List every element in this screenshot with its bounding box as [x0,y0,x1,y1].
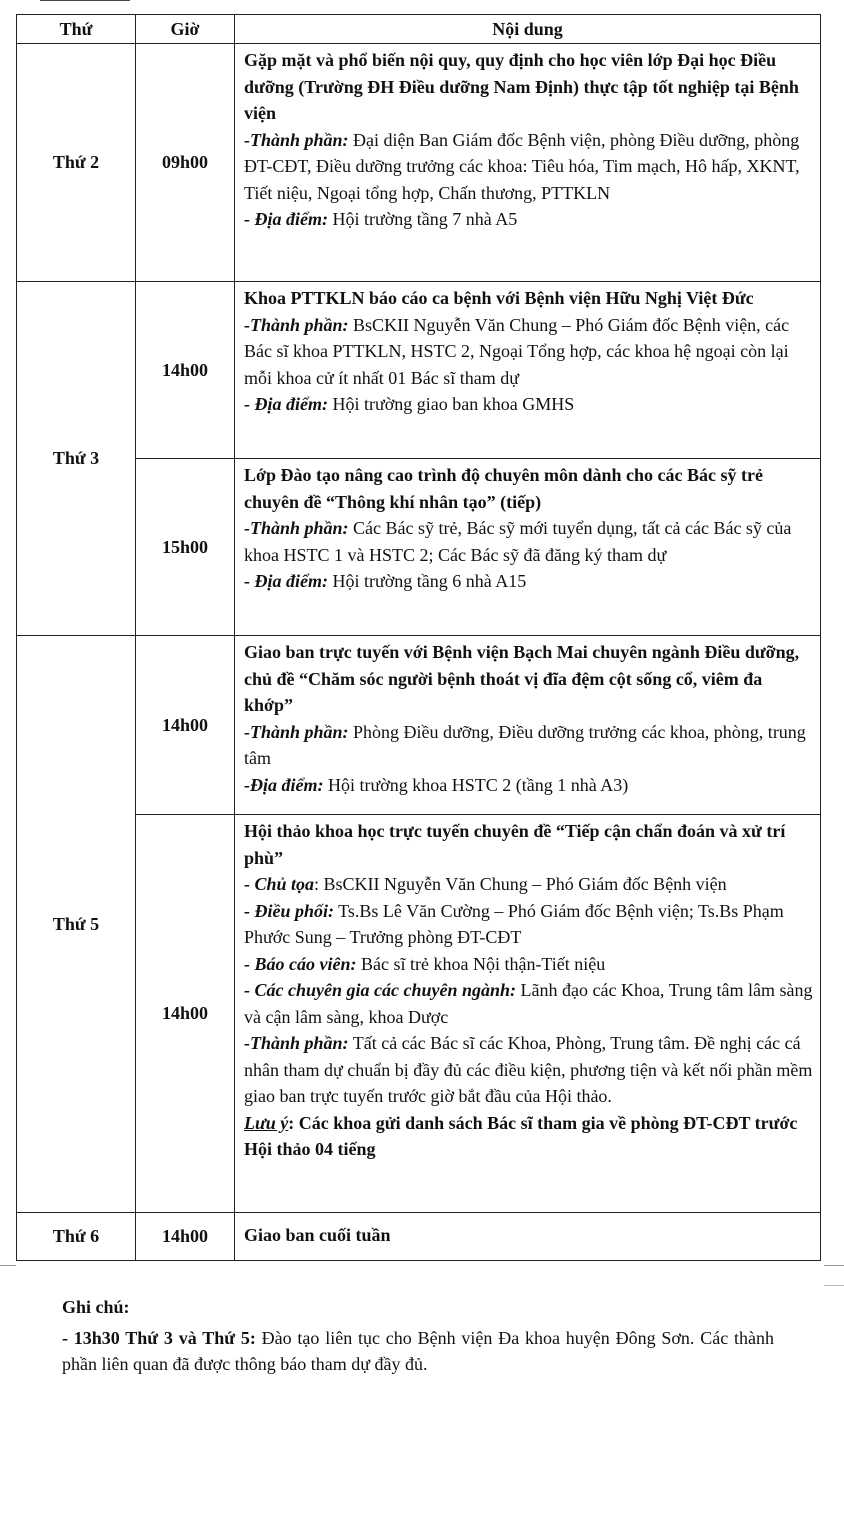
time-cell: 15h00 [136,459,235,636]
speaker-text: Bác sĩ trẻ khoa Nội thận-Tiết niệu [356,953,606,974]
location [244,391,814,418]
location-label: -Địa điểm: [244,774,324,795]
notes-section [62,1294,774,1378]
location [244,206,814,233]
location-label: - Địa điểm: [244,209,328,229]
time-cell: 14h00 [136,282,235,459]
speaker [244,951,814,978]
page-divider [824,1285,844,1286]
participants [244,515,814,568]
event-title: Giao ban trực tuyến với Bệnh viện Bạch Mai chuyên ngành Điều dưỡng, chủ đề “Chăm sóc người bệnh thoát vị đĩa đệm cột sống cổ, viêm đa khớp” [244,642,800,715]
event-title: Hội thảo khoa học trực tuyến chuyên đề “Tiếp cận chẩn đoán và xử trí phù” [244,821,786,868]
participants-text: Các Bác sỹ trẻ, Bác sỹ mới tuyển dụng, tất cả các Bác sỹ của khoa HSTC 1 và HSTC 2; Các Bác sỹ đã đăng ký tham dự [244,518,792,565]
event-title: Khoa PTTKLN báo cáo ca bệnh với Bệnh viện Hữu Nghị Việt Đức [244,288,754,308]
location [244,568,814,595]
participants-text: Phòng Điều dưỡng, Điều dưỡng trưởng các khoa, phòng, trung tâm [244,721,806,768]
header-content: Nội dung [235,15,821,44]
chair-text: : BsCKII Nguyễn Văn Chung – Phó Giám đốc Bệnh viện [314,874,727,894]
event-title: Lớp Đào tạo nâng cao trình độ chuyên môn dành cho các Bác sỹ trẻ chuyên đề “Thông khí nhân tạo” (tiếp) [244,465,764,512]
location-text: Hội trường tầng 6 nhà A15 [327,571,527,591]
location [244,772,814,799]
coordinator [244,898,814,951]
notes-heading: Ghi chú: [62,1297,130,1317]
location-text: Hội trường khoa HSTC 2 (tầng 1 nhà A3) [323,774,629,795]
day-cell: Thứ 6 [17,1213,136,1261]
notes-body [62,1325,774,1378]
content-cell [235,459,821,636]
content-cell [235,815,821,1213]
participants-text: BsCKII Nguyễn Văn Chung – Phó Giám đốc Bệnh viện, các Bác sĩ khoa PTTKLN, HSTC 2, Ngoại Tổng hợp, các khoa hệ ngoại còn lại mỗi khoa cử ít nhất 01 Bác sĩ tham dự [244,314,790,388]
table-row [17,815,821,1213]
notes-lead: - 13h30 Thứ 3 và Thứ 5: [62,1327,256,1348]
table-row [17,459,821,636]
location-text: Hội trường giao ban khoa GMHS [327,394,575,414]
participants [244,719,814,772]
participants-text: Tất cả các Bác sĩ các Khoa, Phòng, Trung tâm. Đề nghị các cá nhân tham dự chuẩn bị đầy đủ các điều kiện, phương tiện và kết nối phần mềm giao ban trực tuyến trước giờ bắt đầu của Hội thảo. [244,1033,813,1106]
time-cell: 14h00 [136,1213,235,1261]
event-title: Giao ban cuối tuần [244,1225,391,1246]
coordinator-label: - Điều phối: [244,900,334,921]
content-cell [235,282,821,459]
participants-label: -Thành phần: [244,721,349,742]
participants-label: -Thành phần: [244,314,349,335]
content-cell [235,636,821,815]
event-title: Gặp mặt và phổ biến nội quy, quy định cho học viên lớp Đại học Điều dưỡng (Trường ĐH Điều dưỡng Nam Định) thực tập tốt nghiệp tại Bệnh viện [244,50,799,123]
participants-label: -Thành phần: [244,518,349,538]
location-label: - Địa điểm: [244,394,328,414]
day-cell: Thứ 2 [17,44,136,282]
chair [244,871,814,898]
table-row [17,282,821,459]
experts-label: - Các chuyên gia các chuyên ngành: [244,980,516,1000]
table-row [17,1213,821,1261]
time-cell: 14h00 [136,815,235,1213]
note [244,1110,814,1163]
coordinator-text: Ts.Bs Lê Văn Cường – Phó Giám đốc Bệnh viện; Ts.Bs Phạm Phước Sung – Trưởng phòng ĐT-CĐT [244,900,784,947]
page-divider [824,1265,844,1266]
time-cell: 14h00 [136,636,235,815]
participants-label: -Thành phần: [244,1033,349,1053]
participants [244,312,814,392]
header-day: Thứ [17,15,136,44]
day-cell: Thứ 5 [17,636,136,1213]
table-header-row [17,15,821,44]
speaker-label: - Báo cáo viên: [244,953,357,974]
page-divider [0,1265,16,1266]
header-time: Giờ [136,15,235,44]
note-label: Lưu ý [244,1112,289,1133]
content-cell [235,44,821,282]
time-cell: 09h00 [136,44,235,282]
location-text: Hội trường tầng 7 nhà A5 [327,209,518,229]
experts [244,977,814,1030]
chair-label: - Chủ tọa [244,874,315,894]
experts-text: Lãnh đạo các Khoa, Trung tâm lâm sàng và cận lâm sàng, khoa Dược [244,980,813,1027]
table-row [17,636,821,815]
content-cell [235,1213,821,1261]
participants-label: -Thành phần: [244,129,349,150]
top-rule [40,0,130,1]
participants [244,1030,814,1110]
location-label: - Địa điểm: [244,571,328,591]
table-row [17,44,821,282]
note-text: : Các khoa gửi danh sách Bác sĩ tham gia về phòng ĐT-CĐT trước Hội thảo 04 tiếng [244,1112,798,1159]
notes-text: Đào tạo liên tục cho Bệnh viện Đa khoa huyện Đông Sơn. Các thành phần liên quan đã được thông báo tham dự đầy đủ. [62,1327,774,1374]
participants-text: Đại diện Ban Giám đốc Bệnh viện, phòng Điều dưỡng, phòng ĐT-CĐT, Điều dưỡng trưởng các khoa: Tiêu hóa, Tim mạch, Hô hấp, XKNT, Tiết niệu, Ngoại tổng hợp, Chấn thương, PTTKLN [244,129,800,203]
participants [244,127,814,207]
day-cell: Thứ 3 [17,282,136,636]
schedule-table [16,14,821,1261]
